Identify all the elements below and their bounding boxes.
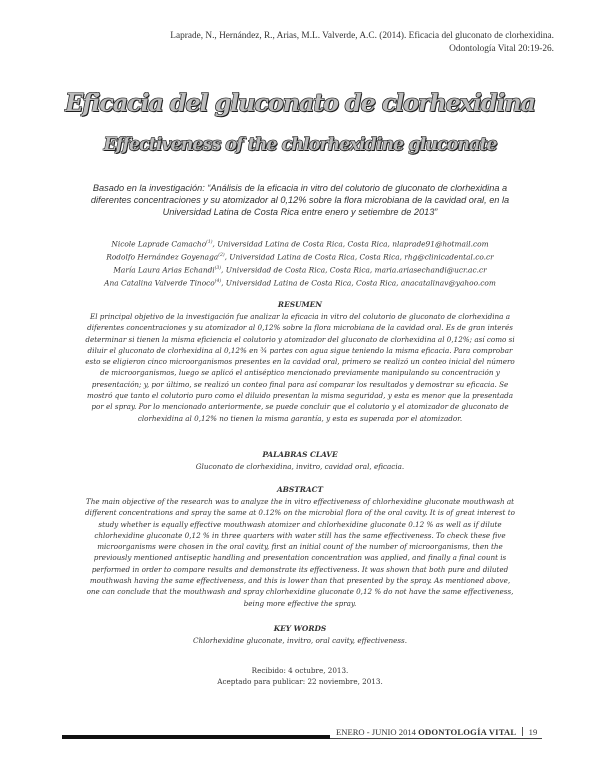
page-number: 19 (528, 727, 538, 737)
author-name: Rodolfo Hernández Goyenaga (106, 252, 219, 262)
based-on-research: Basado en la investigación: “Análisis de la eficacia in vitro del colutorio de gluconato de clorhexidina a diferentes concentraciones y su atomizador al 0,12% sobre la flora microbiana de la cavidad oral, en la Universidad Latina de Costa Rica entre enero y setiembre de 2013” (90, 183, 510, 217)
author-list (70, 237, 530, 289)
title-spanish: Eficacia del gluconato de clorhexidina (65, 88, 535, 117)
author-affiliation-marker: (3) (214, 265, 222, 271)
author-affiliation: , Universidad de Costa Rica, Costa Rica, maria.ariasechandi@ucr.ac.cr (221, 265, 487, 275)
resumen-text: El principal objetivo de la investigación fue analizar la eficacia in vitro del colutorio de gluconato de clorhexidina a diferentes concentraciones y su atomizador al 0,12% sobre la flora microbiana de la cavidad oral. Es de gran interés determinar si tienen la misma eficiencia el colutorio y atomizador del gluconato de clorhexidina al 0,12%; así como si diluir el gluconato de clorhexidina al 0,12% en ¾ partes con agua sigue teniendo la misma eficacia. Para comprobar esto se eligieron cinco microorganismos presentes en la cavidad oral, primero se realizó un conteo inicial del número de microorganismos, luego se aplicó el antiséptico mencionado previamente manipulando su concentración y presentación; y, por último, se realizó un conteo final para así comparar los resultados y demostrar su eficacia. Se mostró que tanto el colutorio puro como el diluido presentan la misma seguridad, y esta es menor que la presentada por el spray. Por lo mencionado anteriormente, se puede concluir que el colutorio y el atomizador de gluconato de clorhexidina al 0,12% no tienen la misma garantía, y esta es superada por el atomizador. (85, 312, 515, 423)
author-name: Ana Catalina Valverde Tinoco (104, 278, 215, 288)
author-affiliation: , Universidad Latina de Costa Rica, Costa Rica, anacatalinav@yahoo.com (221, 278, 496, 288)
palabras-clave-text: Gluconato de clorhexidina, invitro, cavidad oral, eficacia. (195, 462, 405, 471)
author-name: María Laura Arias Echandi (113, 265, 215, 275)
title-english: Effectiveness of the chlorhexidine gluconate (103, 135, 497, 155)
received-date: Recibido: 4 octubre, 2013. (251, 666, 349, 675)
citation-header (170, 30, 554, 56)
author-affiliation: , Universidad Latina de Costa Rica, Costa Rica, nlaprade91@hotmail.com (212, 239, 489, 249)
author-affiliation: , Universidad Latina de Costa Rica, Costa Rica, rhg@clinicadental.co.cr (224, 252, 494, 262)
author-affiliation-marker: (2) (218, 252, 225, 258)
author-affiliation-marker: (1) (206, 240, 213, 245)
citation-line-1: Laprade, N., Hernández, R., Arias, M.L. Valverde, A.C. (2014). Eficacia del gluconato de clorhexidina. (170, 31, 554, 41)
accepted-date: Aceptado para publicar: 22 noviembre, 2013. (217, 676, 383, 686)
author-1 (70, 237, 530, 250)
author-affiliation-marker: (4) (214, 278, 222, 284)
footer-rule (330, 738, 542, 739)
abstract-text: The main objective of the research was to analyze the in vitro effectiveness of chlorhexidine gluconate mouthwash at different concentrations and spray the same at 0.12% on the microbial flora of the oral cavity. It is of great interest to study whether is equally effective mouthwash atomizer and chlorhexidine gluconate 0.12 % as well as if dilute chlorhexidine gluconate 0,12 % in three quarters with water still has the same effectiveness. To check these five microorganisms were chosen in the oral cavity, first an initial count of the number of microorganisms, then the previously mentioned antiseptic handling and presentation concentration was applied, and finally a final count is performed in order to compare results and demonstrate its effectiveness. It was shown that both pure and diluted mouthwash having the same effectiveness, and this is lower than that presented by the spray. As mentioned above, one can conclude that the mouthwash and spray chlorhexidine gluconate 0,12 % do not have the same effectiveness, being more effective the spray. (85, 497, 515, 608)
footer-separator (522, 727, 523, 736)
author-name: Nicole Laprade Camacho (111, 239, 207, 249)
resumen-heading: RESUMEN (277, 300, 323, 309)
author-3 (70, 263, 530, 276)
footer-bar (62, 735, 330, 739)
page-footer (336, 727, 537, 737)
citation-line-2: Odontología Vital 20:19-26. (449, 44, 554, 54)
footer-issue: ENERO - JUNIO 2014 (336, 727, 416, 737)
abstract-heading: ABSTRACT (276, 485, 324, 494)
palabras-clave-heading: PALABRAS CLAVE (262, 450, 338, 459)
key-words-text: Chlorhexidine gluconate, invitro, oral cavity, effectiveness. (192, 636, 408, 645)
footer-journal: ODONTOLOGÍA VITAL (418, 727, 517, 737)
publication-dates (0, 666, 600, 687)
author-2 (70, 250, 530, 263)
key-words-heading: KEY WORDS (273, 624, 327, 633)
author-4 (70, 276, 530, 289)
